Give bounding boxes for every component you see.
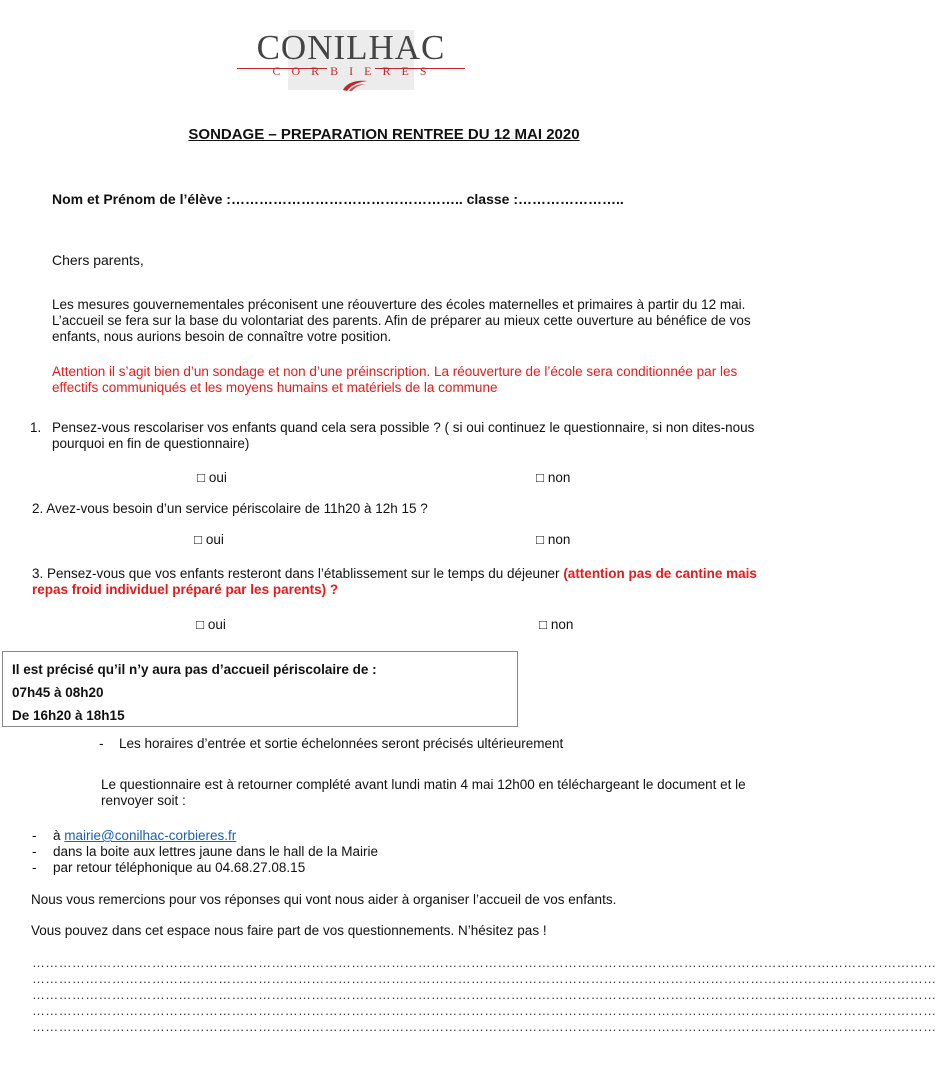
thanks-text: Nous vous remercions pour vos réponses qui vont nous aider à organiser l’accueil de vos enfants. <box>31 892 617 907</box>
box-line-2: 07h45 à 08h20 <box>12 685 104 700</box>
answer-line[interactable]: …………………………………………………………………………………………………………………………………………………………………………………… <box>32 955 936 970</box>
method-bullet-1: - <box>32 828 37 843</box>
greeting: Chers parents, <box>52 252 144 268</box>
page-title: SONDAGE – PREPARATION RENTREE DU 12 MAI 2020 <box>188 126 580 143</box>
space-note: Vous pouvez dans cet espace nous faire part de vos questionnements. N’hésitez pas ! <box>31 923 547 938</box>
method-email <box>53 828 236 844</box>
conilhac-logo <box>233 28 469 92</box>
method-phone: par retour téléphonique au 04.68.27.08.15 <box>53 860 306 875</box>
method-mailbox: dans la boite aux lettres jaune dans le hall de la Mairie <box>53 844 378 859</box>
email-link[interactable]: mairie@conilhac-corbieres.fr <box>64 828 237 843</box>
method-bullet-3: - <box>32 860 37 875</box>
logo-name: CONILHAC <box>256 28 446 67</box>
question-3 <box>32 566 757 598</box>
answer-line[interactable]: …………………………………………………………………………………………………………………………………………………………………………………… <box>32 971 936 986</box>
answer-line[interactable]: …………………………………………………………………………………………………………………………………………………………………………………… <box>32 987 936 1002</box>
q1-option-yes[interactable]: □ oui <box>197 470 227 485</box>
warning-paragraph: Attention il s’agit bien d’un sondage et non d’une préinscription. La réouverture de l’école sera conditionnée par les effectifs communiqués et les moyens humains et matériels de la commune <box>52 364 738 395</box>
schedule-note: Les horaires d’entrée et sortie échelonnées seront précisés ultérieurement <box>119 736 564 751</box>
schedule-bullet: - <box>99 736 104 751</box>
return-note: Le questionnaire est à retourner complété avant lundi matin 4 mai 12h00 en téléchargeant le document et le renvoyer soit : <box>101 777 746 808</box>
q3-option-yes[interactable]: □ oui <box>196 617 226 632</box>
answer-line[interactable]: …………………………………………………………………………………………………………………………………………………………………………………… <box>32 1019 936 1034</box>
q3-option-no[interactable]: □ non <box>539 617 574 632</box>
logo-subtitle: CORBIERES <box>272 64 438 78</box>
method-email-prefix: à <box>53 828 65 843</box>
question-1-number: 1. <box>30 420 42 435</box>
intro-paragraph: Les mesures gouvernementales préconisent une réouverture des écoles maternelles et primaires à partir du 12 mai. L’accueil se fera sur la base du volontariat des parents. Afin de préparer au mieux cette ouverture au bénéfice de vos enfants, nous aurions besoin de connaître votre position. <box>52 297 751 344</box>
box-line-3: De 16h20 à 18h15 <box>12 708 125 723</box>
periscolaire-info-box <box>2 651 518 727</box>
box-line-1: Il est précisé qu’il n’y aura pas d’accueil périscolaire de : <box>12 662 377 677</box>
question-3-warning: (attention pas de cantine mais repas froid individuel préparé par les parents) ? <box>32 566 757 597</box>
q2-option-no[interactable]: □ non <box>536 532 571 547</box>
logo-swoosh-icon <box>341 78 369 92</box>
student-name-field[interactable]: Nom et Prénom de l’élève :………………………………………….. classe :………………….. <box>52 191 624 207</box>
q1-option-no[interactable]: □ non <box>536 470 571 485</box>
question-2: 2. Avez-vous besoin d’un service périscolaire de 11h20 à 12h 15 ? <box>32 501 428 516</box>
question-3-text: 3. Pensez-vous que vos enfants resteront dans l’établissement sur le temps du déjeuner <box>32 566 564 581</box>
q2-option-yes[interactable]: □ oui <box>194 532 224 547</box>
answer-line[interactable]: …………………………………………………………………………………………………………………………………………………………………………………… <box>32 1003 936 1018</box>
question-1: Pensez-vous rescolariser vos enfants quand cela sera possible ? ( si oui continuez le questionnaire, si non dites-nous pourquoi en fin de questionnaire) <box>52 420 755 451</box>
method-bullet-2: - <box>32 844 37 859</box>
